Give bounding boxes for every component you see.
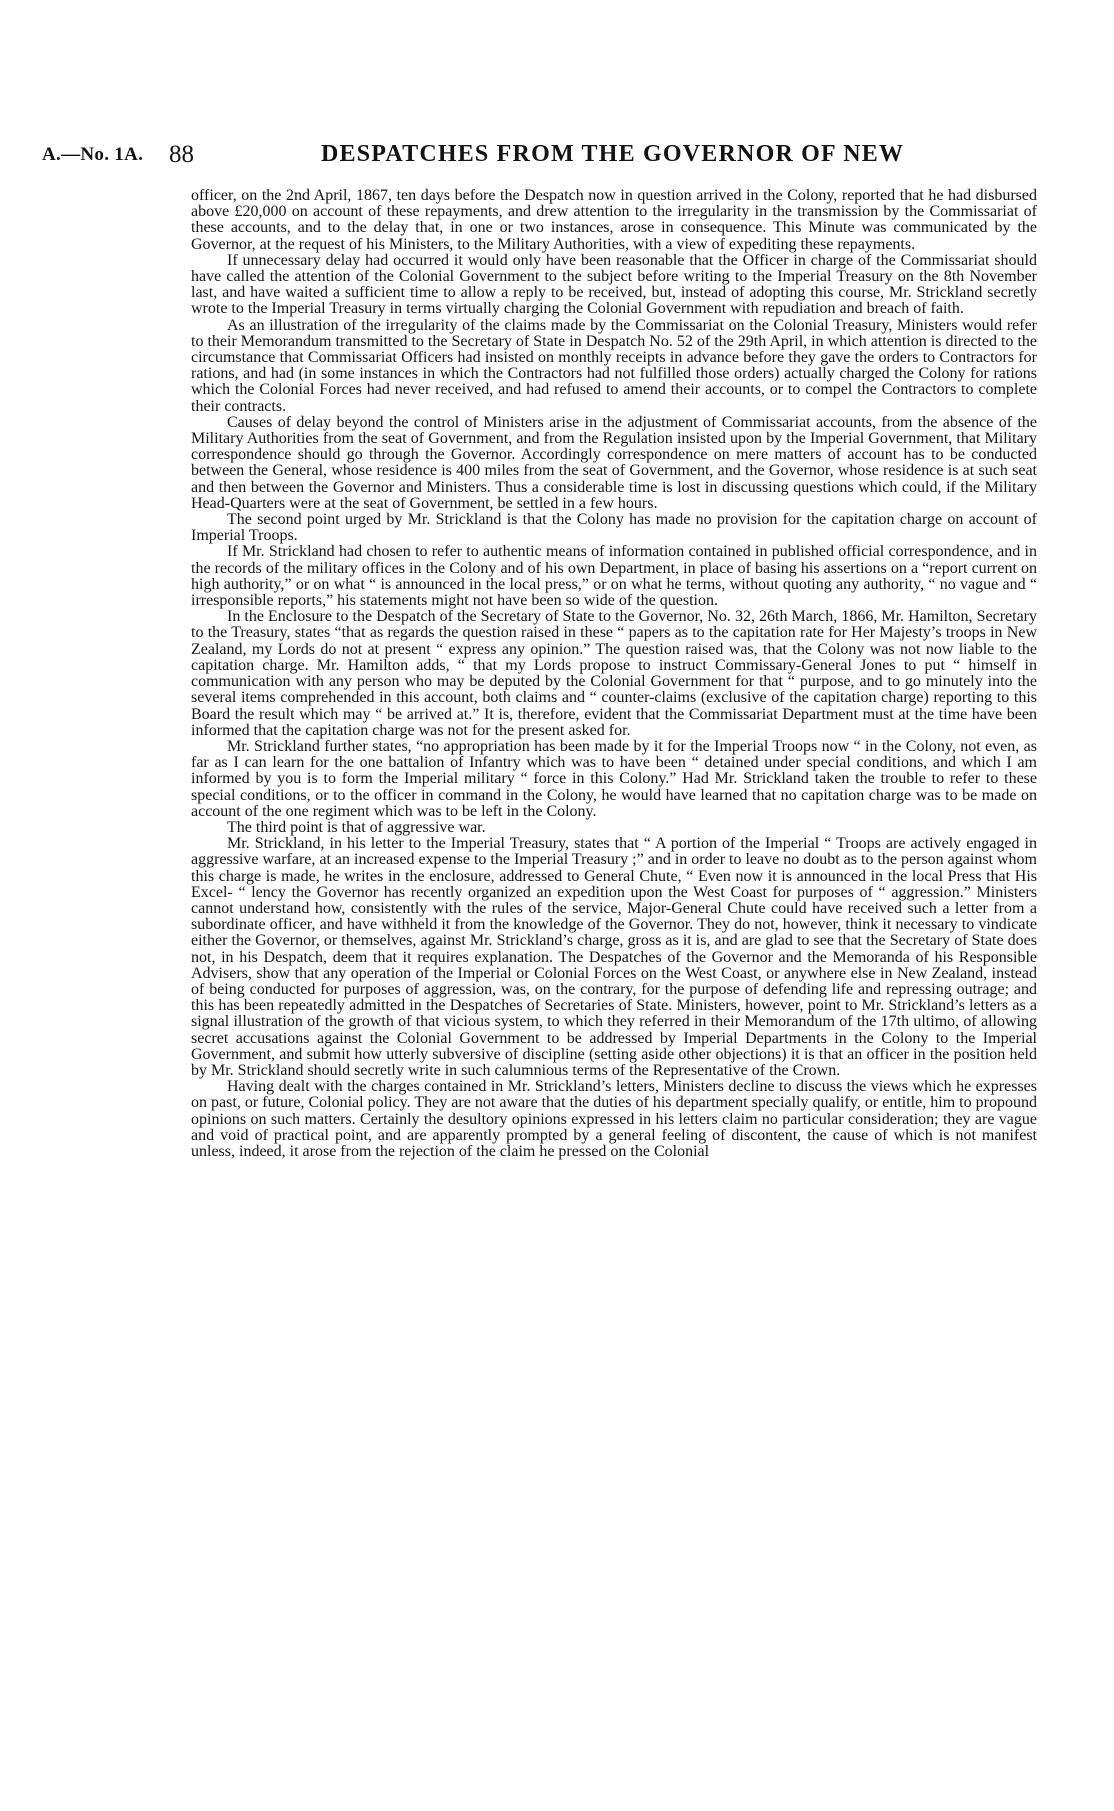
- paragraph: Having dealt with the charges contained in Mr. Strickland’s letters, Ministers decline to discuss the views which he expresses on past, or future, Colonial policy. They are not aware that the duties of his department specially qualify, or entitle, him to propound opinions on such matters. Certainly the desultory opinions expressed in his letters claim no particular consideration; they are vague and void of practical point, and are apparently prompted by a general feeling of discontent, the cause of which is not manifest unless, indeed, it arose from the rejection of the claim he pressed on the Colonial: [191, 1078, 1037, 1160]
- paragraph: If unnecessary delay had occurred it would only have been reasonable that the Officer in charge of the Commissariat should have called the attention of the Colonial Government to the subject before writing to the Imperial Treasury on the 8th November last, and have waited a sufficient time to allow a reply to be received, but, instead of adopting this course, Mr. Strickland secretly wrote to the Imperial Treasury in terms virtually charging the Colonial Government with repudiation and breach of faith.: [191, 251, 1037, 318]
- paragraph: The third point is that of aggressive war.: [227, 818, 486, 836]
- paragraph: The second point urged by Mr. Strickland is that the Colony has made no provision for the capitation charge on account of Imperial Troops.: [191, 511, 1037, 545]
- paragraph: In the Enclosure to the Despatch of the Secretary of State to the Governor, No. 32, 26th March, 1866, Mr. Hamilton, Secretary to the Treasury, states “that as regards the question raised in these “ papers as to the capitation rate for Her Majesty’s troops in New Zealand, my Lords do not at present “ express any opinion.” The question raised was, that the Colony was not now liable to the capitation charge. Mr. Hamilton adds, “ that my Lords propose to instruct Commissary-General Jones to put “ himself in communication with any person who may be deputed by the Colonial Government for that “ purpose, and to go minutely into the several items comprehended in this account, both claims and “ counter-claims (exclusive of the capitation charge) reporting to this Board the result which may “ be arrived at.” It is, therefore, evident that the Commissariat Department must at the time have been informed that the capitation charge was not for the present asked for.: [191, 608, 1037, 739]
- page-number: 88: [169, 141, 194, 168]
- paragraph: Mr. Strickland, in his letter to the Imperial Treasury, states that “ A portion of the Imperial “ Troops are actively engaged in aggressive warfare, at an increased expense to the Imperial Treasury ;” and in order to leave no doubt as to the person against whom this charge is made, he writes in the enclosure, addressed to General Chute, “ Even now it is announced in the local Press that His Excel- “ lency the Governor has recently organized an expedition upon the West Coast for purposes of “ aggression.” Ministers cannot understand how, consistently with the rules of the service, Major-General Chute could have received such a letter from a subordinate officer, and have withheld it from the knowledge of the Governor. They do not, however, think it necessary to vindicate either the Governor, or themselves, against Mr. Strickland’s charge, gross as it is, and are glad to see that the Secretary of State does not, in his Despatch, deem that it requires explanation. The Despatches of the Governor and the Memoranda of his Responsible Advisers, show that any operation of the Imperial or Colonial Forces on the West Coast, or anywhere else in New Zealand, instead of being conducted for purposes of aggression, was, on the contrary, for the purpose of defending life and repressing outrage; and this has been repeatedly admitted in the Despatches of Secretaries of State. Ministers, however, point to Mr. Strickland’s letters as a signal illustration of the growth of that vicious system, to which they referred in their Memorandum of the 17th ultimo, of allowing secret accusations against the Colonial Government to be addressed by Imperial Departments in the Colony to the Imperial Government, and submit how utterly subversive of discipline (setting aside other objections) it is that an officer in the position held by Mr. Strickland should secretly write in such calumnious terms of the Representative of the Crown.: [191, 835, 1037, 1079]
- body-text: [191, 188, 1037, 1160]
- document-reference: A.—No. 1A.: [42, 144, 144, 165]
- page-header: [42, 139, 1082, 173]
- paragraph: Causes of delay beyond the control of Ministers arise in the adjustment of Commissariat accounts, from the absence of the Military Authorities from the seat of Government, and from the Regulation insisted upon by the Imperial Government, that Military correspondence should go through the Governor. Accordingly correspondence on mere matters of account has to be conducted between the General, whose residence is 400 miles from the seat of Government, and the Governor, whose residence is at such seat and then between the Governor and Ministers. Thus a considerable time is lost in discussing questions which could, if the Military Head-Quarters were at the seat of Government, be settled in a few hours.: [191, 413, 1037, 512]
- paragraph: If Mr. Strickland had chosen to refer to authentic means of information contained in published official correspondence, and in the records of the military offices in the Colony and of his own Department, in place of basing his assertions on a “report current on high authority,” or on what “ is announced in the local press,” or on what he terms, without quoting any authority, “ no vague and “ irresponsible reports,” his statements might not have been so wide of the question.: [191, 543, 1037, 610]
- paragraph: officer, on the 2nd April, 1867, ten days before the Despatch now in question arrived in the Colony, reported that he had disbursed above £20,000 on account of these repayments, and drew attention to the irregularity in the transmission by the Commissariat of these accounts, and to the delay that, in one or two instances, arose in consequence. This Minute was communicated by the Governor, at the request of his Ministers, to the Military Authorities, with a view of expediting these repayments.: [191, 187, 1037, 253]
- running-title: DESPATCHES FROM THE GOVERNOR OF NEW: [321, 141, 905, 167]
- paragraph: Mr. Strickland further states, “no appropriation has been made by it for the Imperial Troops now “ in the Colony, not even, as far as I can learn for the one battalion of Infantry which was to have been “ detained under special conditions, and which I am informed by you is to form the Imperial military “ force in this Colony.” Had Mr. Strickland taken the trouble to refer to these special conditions, or to the officer in command in the Colony, he would have learned that no capitation charge was to be made on account of the one regiment which was to be left in the Colony.: [191, 737, 1037, 820]
- paragraph: As an illustration of the irregularity of the claims made by the Commissariat on the Colonial Treasury, Ministers would refer to their Memorandum transmitted to the Secretary of State in Despatch No. 52 of the 29th April, in which attention is directed to the circumstance that Commissariat Officers had insisted on monthly receipts in advance before they gave the orders to Contractors for rations, and had (in some instances in which the Contractors had not fulfilled those orders) actually charged the Colony for rations which the Colonial Forces had never received, and had refused to amend their accounts, or to compel the Contractors to complete their contracts.: [191, 316, 1037, 415]
